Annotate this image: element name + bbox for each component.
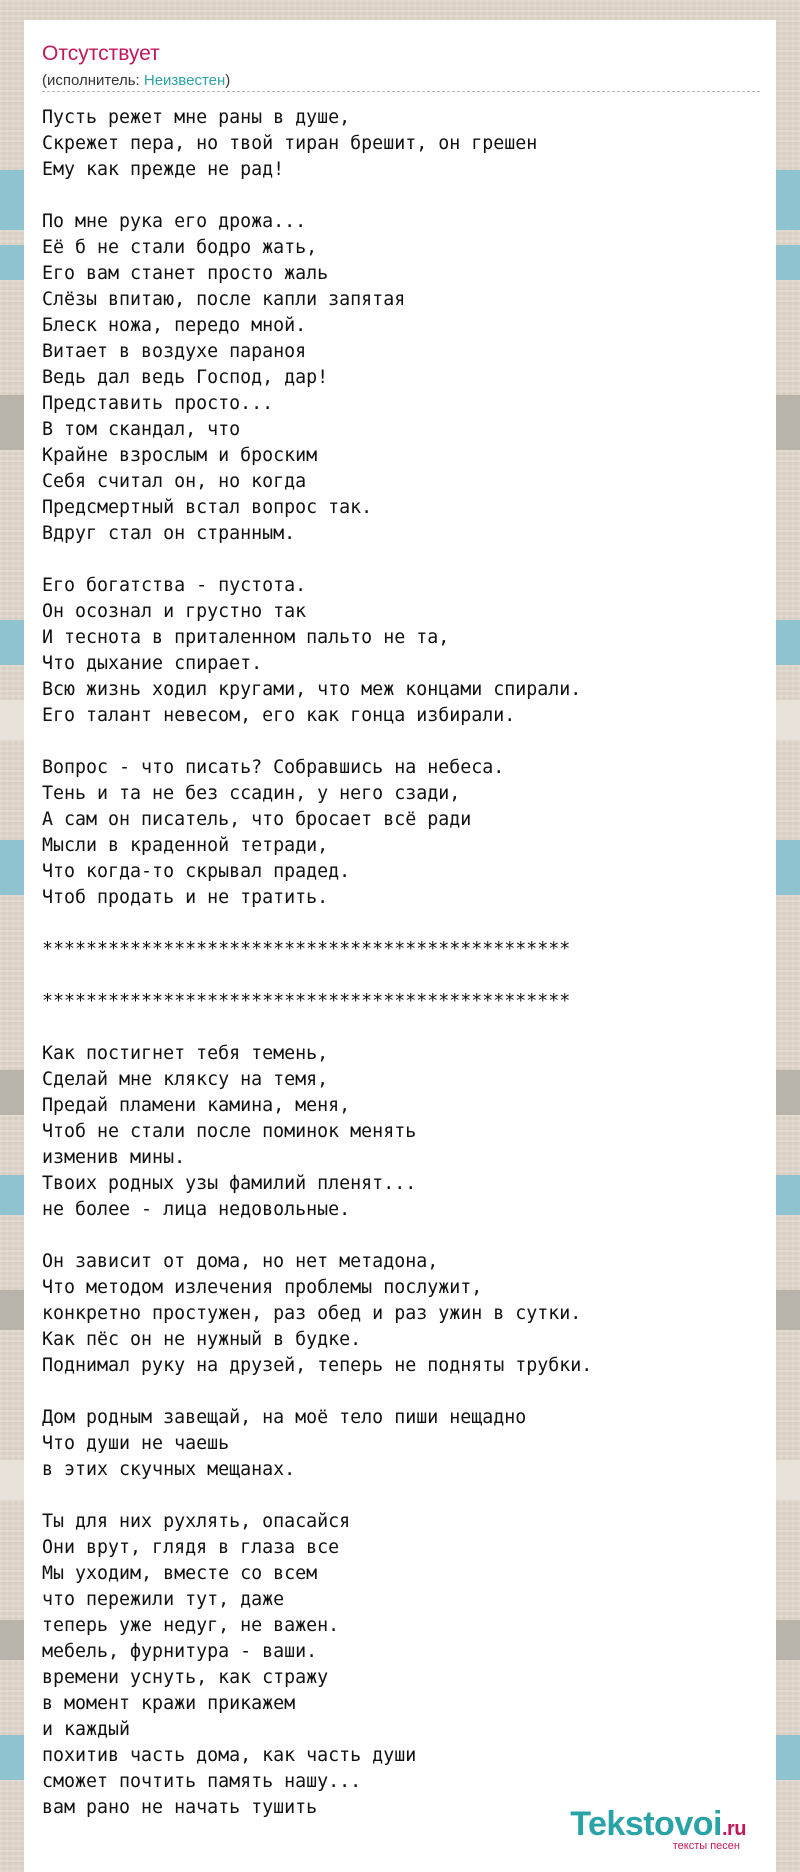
song-title: Отсутствует <box>42 42 160 65</box>
title-divider <box>42 91 760 92</box>
logo-tagline: тексты песен <box>672 1840 740 1852</box>
logo-name: Tekstovoi <box>570 1805 722 1843</box>
lyrics-text: Пусть режет мне раны в душе, Скрежет пера, но твой тиран брешит, он грешен Ему как прежде не рад! По мне рука его дрожа... Её б не стали бодро жать, Его вам станет просто жаль Слёзы впитаю, после капли запятая Блеск ножа, передо мной. Витает в воздухе параноя Ведь дал ведь Господ, дар! Представить просто... В том скандал, что Крайне взрослым и броским Себя считал он, но когда Предсмертный встал вопрос так. Вдруг стал он странным. Его богатства - пустота. Он осознал и грустно так И теснота в приталенном пальто не та, Что дыхание спирает. Всю жизнь ходил кругами, что меж концами спирали. Его талант невесом, его как гонца избирали. Вопрос - что писать? Собравшись на небеса. Тень и та не без ссадин, у него сзади, А сам он писатель, что бросает всё ради Мысли в краденной тетради, Что когда-то скрывал прадед. Чтоб продать и не тратить. ************************************************ ************************************************ Как постигнет тебя темень, Сделай мне кляксу на темя, Предай пламени камина, меня, Чтоб не стали после поминок менять изменив мины. Твоих родных узы фамилий пленят... не более - лица недовольные. Он зависит от дома, но нет метадона, Что методом излечения проблемы послужит, конкретно простужен, раз обед и раз ужин в сутки. Как пёс он не нужный в будке. Поднимал руку на друзей, теперь не подняты трубки. Дом родным завещай, на моё тело пиши нещадно Что души не чаешь в этих скучных мещанах. Ты для них рухлять, опасайся Они врут, глядя в глаза все Мы уходим, вместе со всем что пережили тут, даже теперь уже недуг, не важен. мебель, фурнитура - ваши. времени уснуть, как стражу в момент кражи прикажем и каждый похитив часть дома, как часть души сможет почтить память нашу... вам рано не начать тушить <box>42 107 593 1818</box>
logo-brand <box>570 1805 746 1844</box>
song-meta <box>42 72 230 89</box>
artist-suffix: ) <box>225 72 231 89</box>
artist-prefix: (исполнитель: <box>42 72 144 89</box>
site-logo[interactable] <box>570 1805 746 1852</box>
logo-tld: .ru <box>721 1818 746 1840</box>
lyrics-card <box>24 20 776 1872</box>
artist-link[interactable]: Неизвестен <box>143 72 226 89</box>
